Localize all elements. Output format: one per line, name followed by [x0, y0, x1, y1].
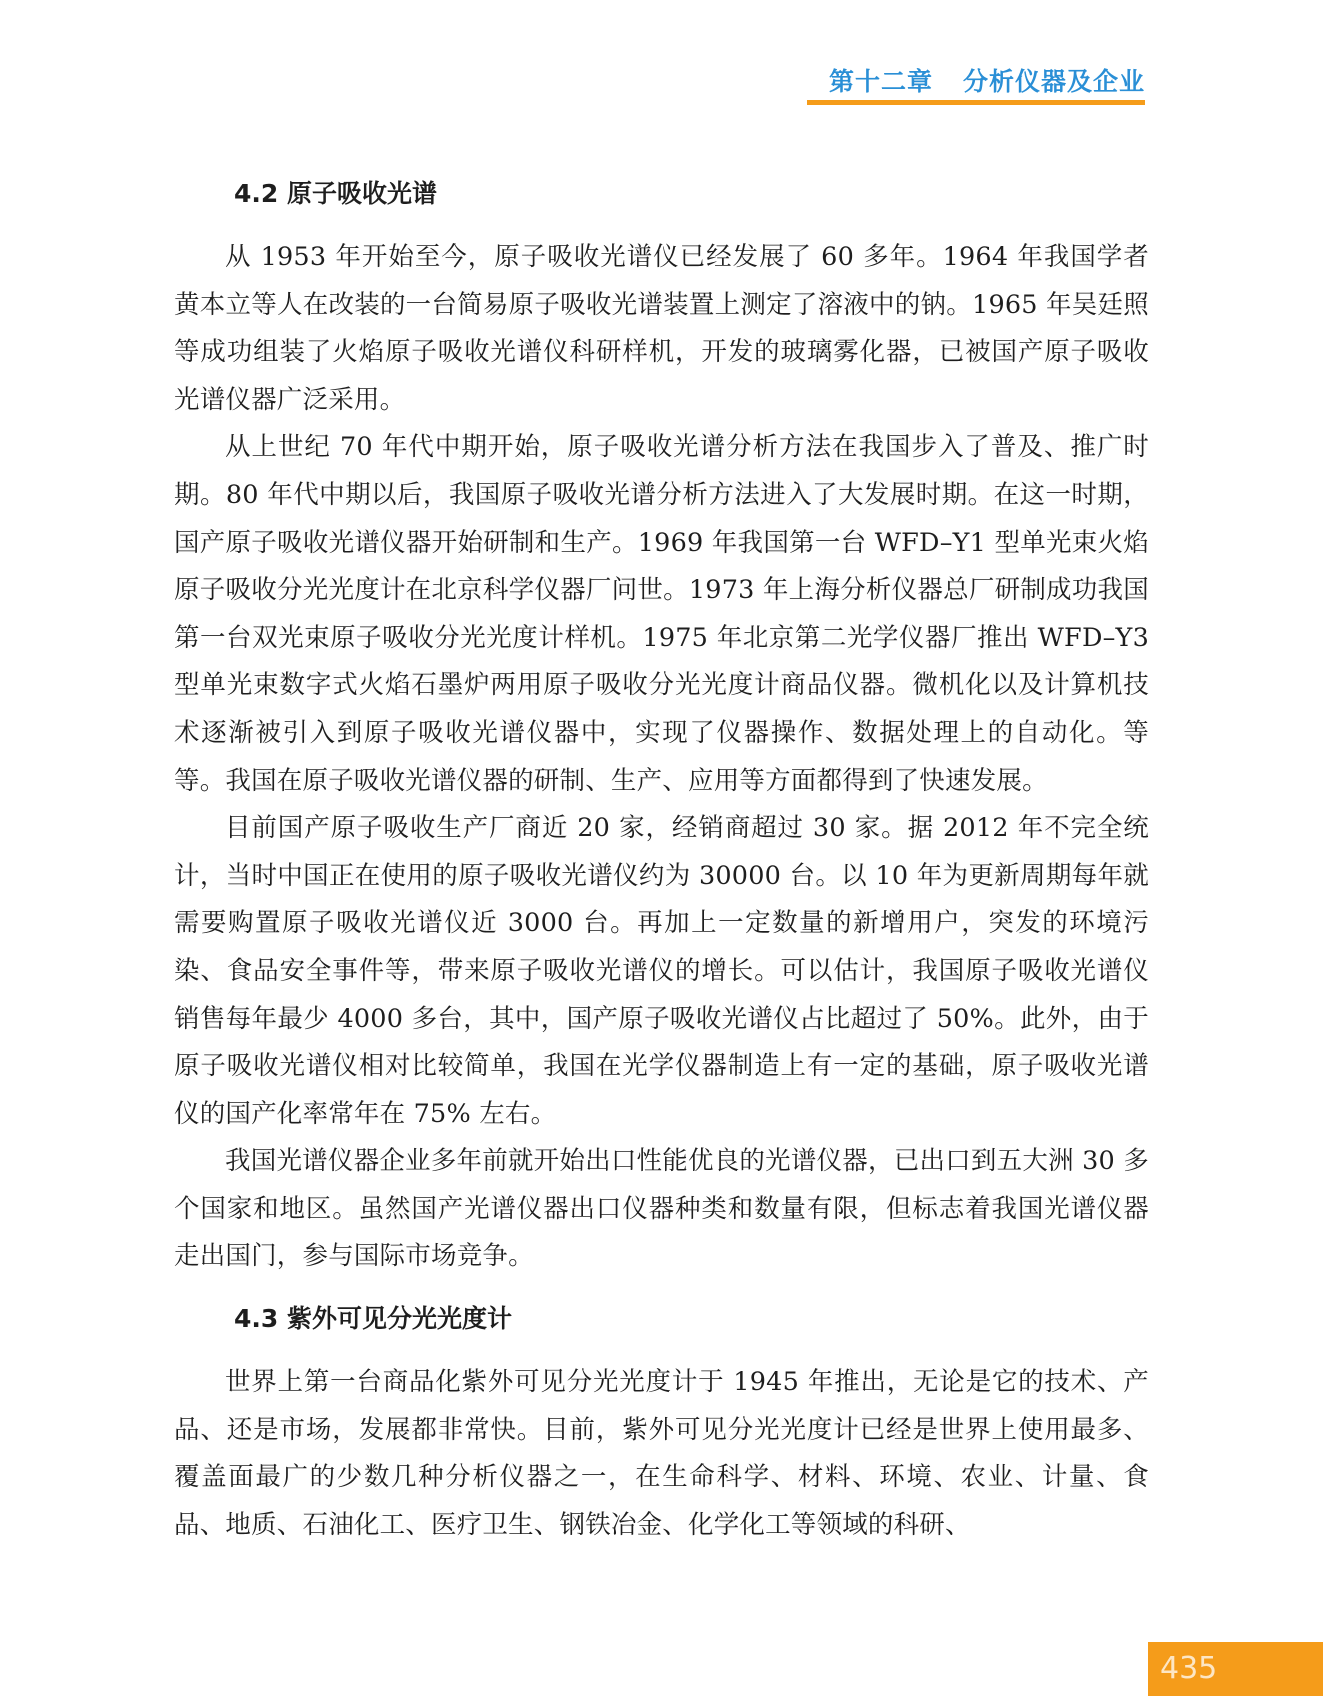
- paragraph: 世界上第一台商品化紫外可见分光光度计于 1945 年推出，无论是它的技术、产品、还是市场，发展都非常快。目前，紫外可见分光光度计已经是世界上使用最多、覆盖面最广的少数几种分析仪器之一，在生命科学、材料、环境、农业、计量、食品、地质、石油化工、医疗卫生、钢铁冶金、化学化工等领域的科研、: [174, 1367, 1149, 1540]
- page-number: 435: [1148, 1642, 1323, 1696]
- running-head: [829, 62, 1145, 98]
- paragraph: 从 1953 年开始至今，原子吸收光谱仪已经发展了 60 多年。1964 年我国学者黄本立等人在改装的一台简易原子吸收光谱装置上测定了溶液中的钠。1965 年吴廷照等成功组装了火焰原子吸收光谱仪科研样机，开发的玻璃雾化器，已被国产原子吸收光谱仪器广泛采用。: [174, 242, 1149, 415]
- header-underline: [807, 100, 1145, 105]
- paragraph: 我国光谱仪器企业多年前就开始出口性能优良的光谱仪器，已出口到五大洲 30 多个国家和地区。虽然国产光谱仪器出口仪器种类和数量有限，但标志着我国光谱仪器走出国门，参与国际市场竞争。: [174, 1146, 1149, 1272]
- chapter-title: 分析仪器及企业: [962, 67, 1145, 96]
- chapter-number: 第十二章: [828, 67, 933, 96]
- paragraph: 从上世纪 70 年代中期开始，原子吸收光谱分析方法在我国步入了普及、推广时期。80 年代中期以后，我国原子吸收光谱分析方法进入了大发展时期。在这一时期，国产原子吸收光谱仪器开始研制和生产。1969 年我国第一台 WFD–Y1 型单光束火焰原子吸收分光光度计在北京科学仪器厂问世。1973 年上海分析仪器总厂研制成功我国第一台双光束原子吸收分光光度计样机。1975 年北京第二光学仪器厂推出 WFD–Y3 型单光束数字式火焰石墨炉两用原子吸收分光光度计商品仪器。微机化以及计算机技术逐渐被引入到原子吸收光谱仪器中，实现了仪器操作、数据处理上的自动化。等等。我国在原子吸收光谱仪器的研制、生产、应用等方面都得到了快速发展。: [174, 432, 1149, 796]
- section-heading-4-3: 4.3 紫外可见分光光度计: [234, 1304, 512, 1334]
- page-body: [174, 170, 1149, 1549]
- section-heading-4-2: 4.2 原子吸收光谱: [234, 179, 437, 208]
- paragraph: 目前国产原子吸收生产厂商近 20 家，经销商超过 30 家。据 2012 年不完全统计，当时中国正在使用的原子吸收光谱仪约为 30000 台。以 10 年为更新周期每年就需要购置原子吸收光谱仪近 3000 台。再加上一定数量的新增用户，突发的环境污染、食品安全事件等，带来原子吸收光谱仪的增长。可以估计，我国原子吸收光谱仪销售每年最少 4000 多台，其中，国产原子吸收光谱仪占比超过了 50%。此外，由于原子吸收光谱仪相对比较简单，我国在光学仪器制造上有一定的基础，原子吸收光谱仪的国产化率常年在 75% 左右。: [174, 813, 1149, 1129]
